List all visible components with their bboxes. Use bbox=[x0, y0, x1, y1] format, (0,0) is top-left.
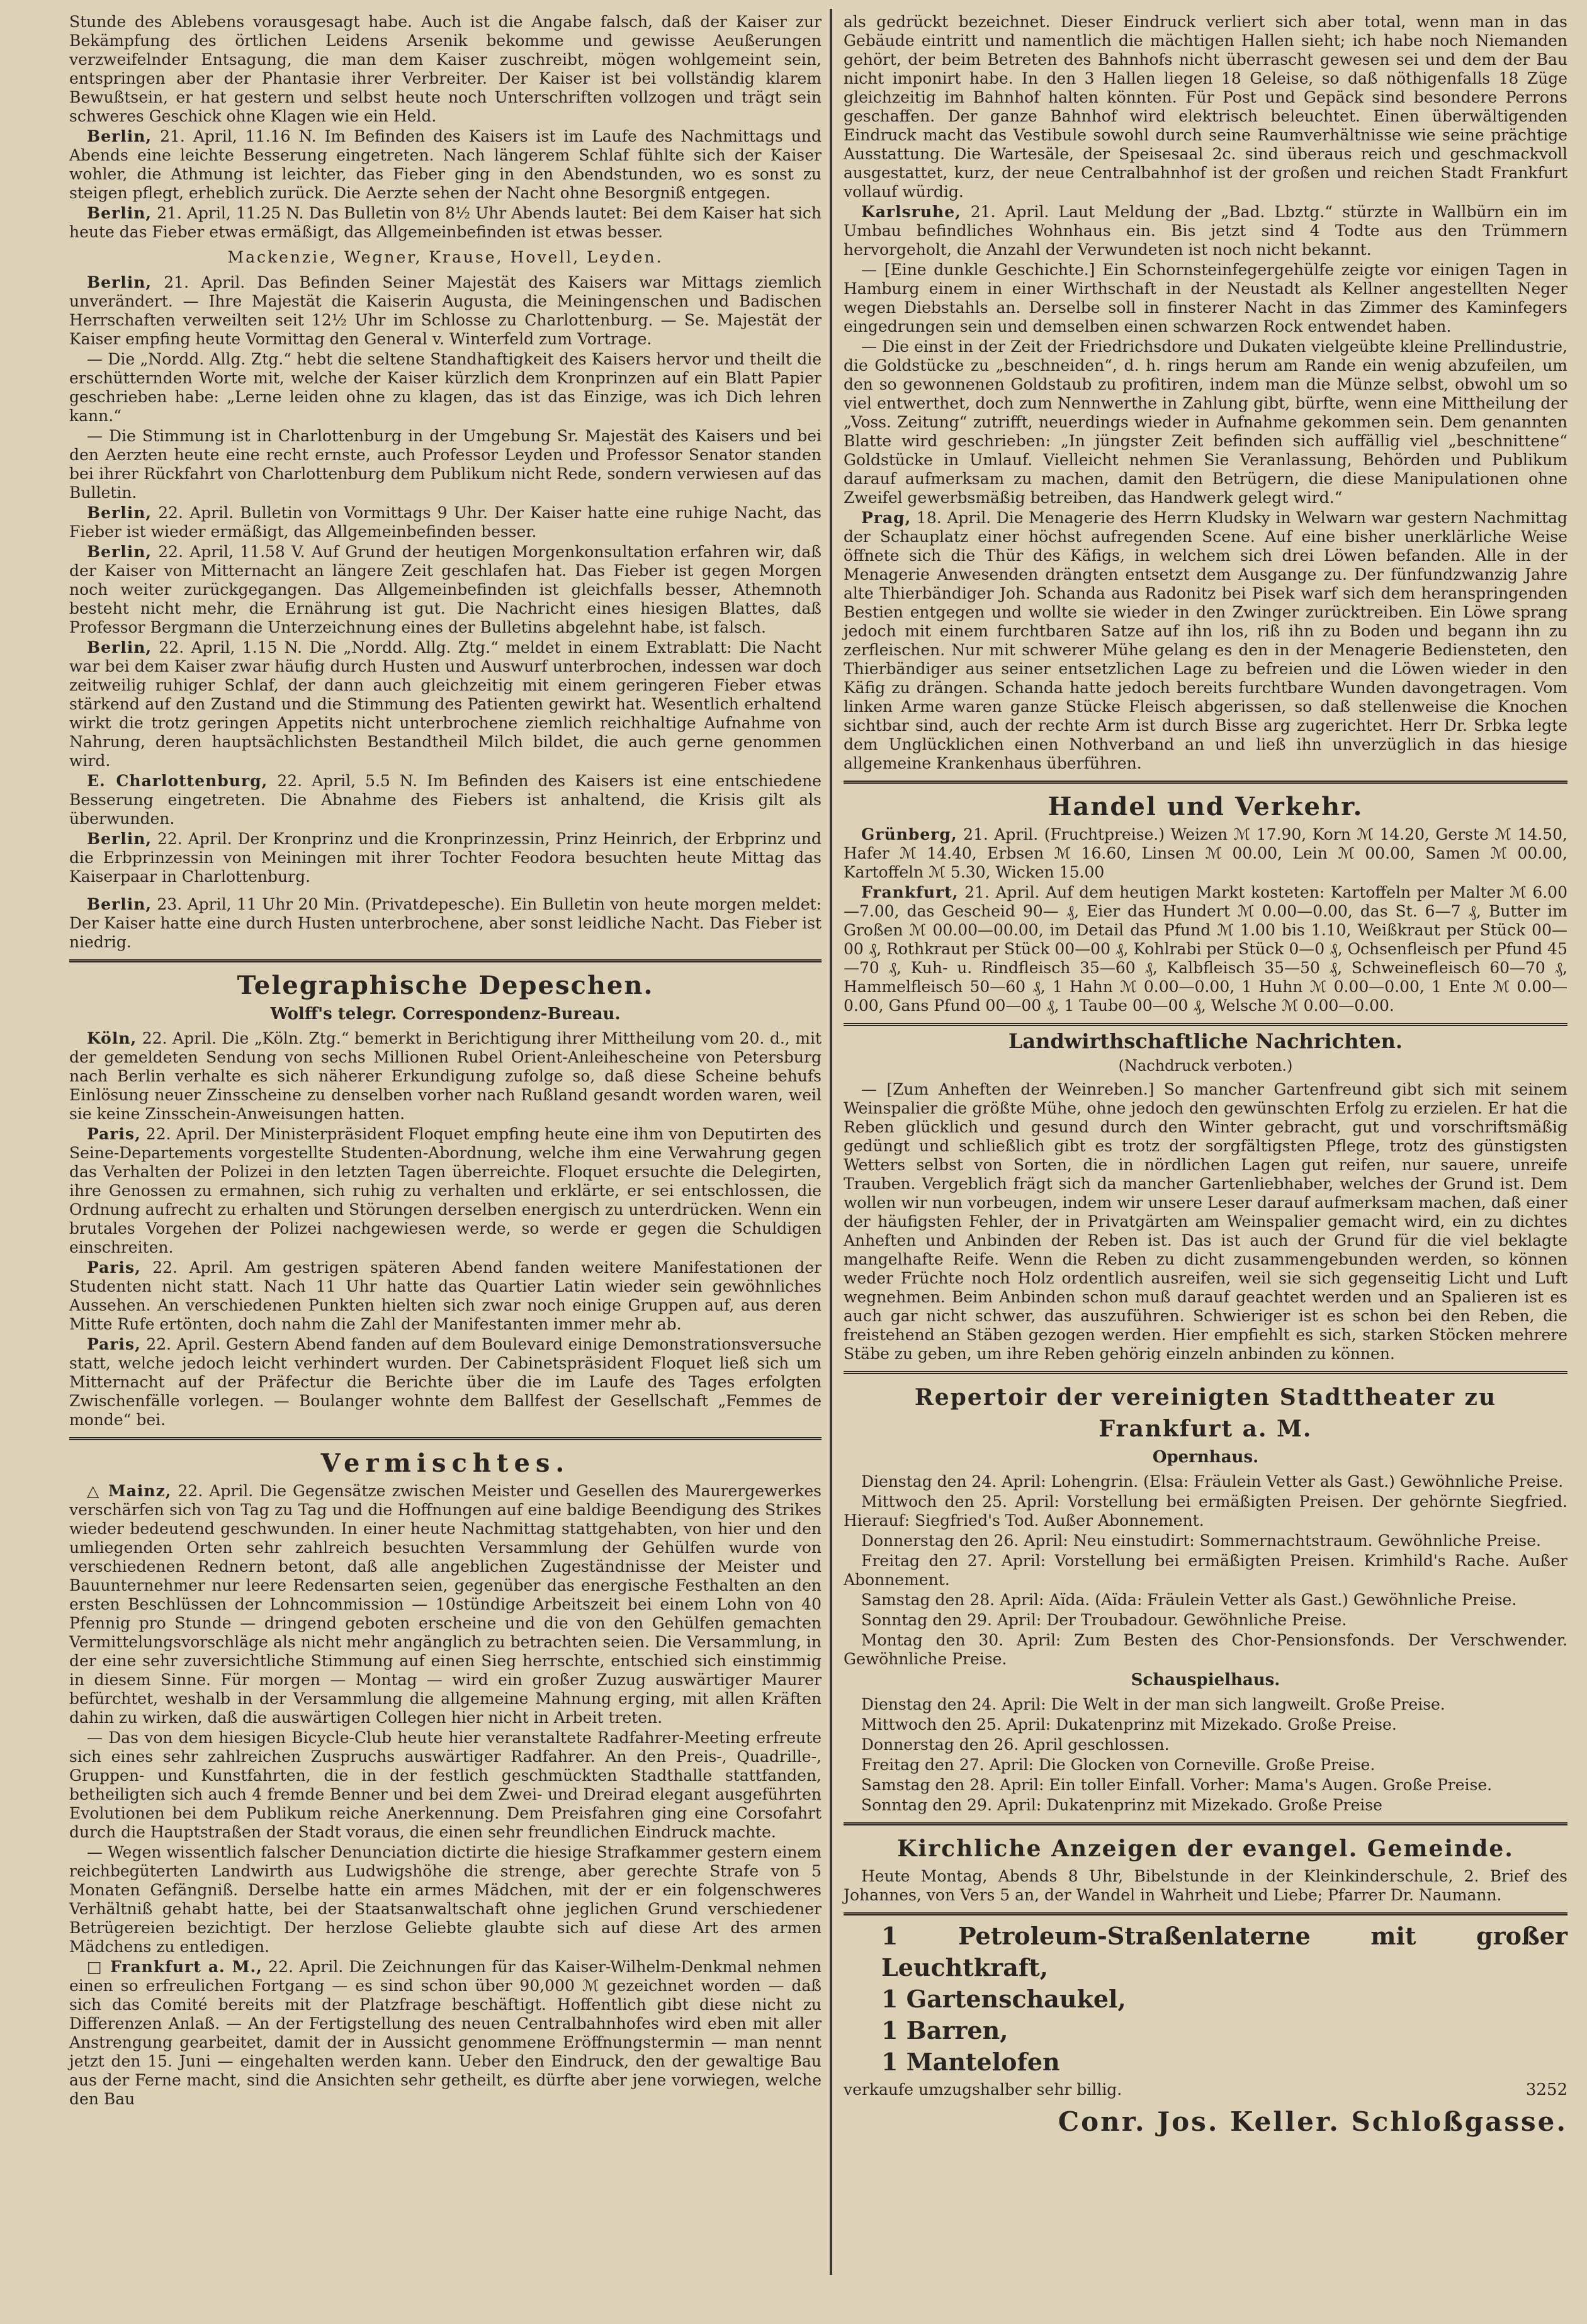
section-rule bbox=[69, 959, 822, 962]
news-item bbox=[69, 204, 822, 242]
news-text: 22. April. Die Zeichnungen für das Kaiser-Wilhelm-Denkmal nehmen einen so erfreulichen Fortgang — es sind schon über 90,000 ℳ gezeichnet worden — daß sich das Comité bereits mit der Platzfrage beschäftigt. Hoffentlich gibt diese nicht zu Differenzen Anlaß. — An der Fertigstellung des neuen Centralbahnhofes wird eben mit aller Anstrengung gearbeitet, damit der in Aussicht genommene Eröffnungstermin — man nennt jetzt den 15. Juni — eingehalten werden kann. Ueber den Eindruck, den der gewaltige Bau aus der Ferne macht, sind die Ansichten sehr getheilt, es dürfte aber jene vorwiegen, welche den Bau bbox=[69, 1958, 822, 2108]
dateline: Berlin, bbox=[87, 127, 152, 145]
column-divider bbox=[830, 9, 832, 2275]
dateline: E. Charlottenburg, bbox=[87, 772, 268, 790]
dateline: Frankfurt, bbox=[861, 883, 959, 901]
section-rule bbox=[844, 1371, 1567, 1374]
news-item bbox=[69, 1482, 822, 1727]
news-text: 21. April. Das Befinden Seiner Majestät des Kaisers war Mittags ziemlich unverändert. — Ihre Majestät die Kaiserin Augusta, die Meiningenschen und Badischen Herrschaften verweilten seit 12½ Uhr im Schlosse zu Charlottenburg. — Se. Majestät der Kaiser empfing heute Vormittag den General v. Winterfeld zum Vortrage. bbox=[69, 273, 822, 348]
section-subtitle: Wolff's telegr. Correspondenz-Bureau. bbox=[270, 1005, 621, 1024]
program-entry: Sonntag den 29. April: Der Troubadour. Gewöhnliche Preise. bbox=[861, 1611, 1347, 1629]
program-entry: Sonntag den 29. April: Dukatenprinz mit Mizekado. Große Preise bbox=[861, 1796, 1382, 1814]
dateline: Paris, bbox=[87, 1258, 141, 1277]
news-item bbox=[844, 203, 1567, 259]
news-text: 22. April. Am gestrigen späteren Abend fanden weitere Manifestationen der Studenten nicht statt. Nach 11 Uhr hatte das Quartier Latin wieder sein gewöhnliches Aussehen. An verschiedenen Punkten hielten sich zwar noch einige Gruppen auf, aus deren Mitte Rufe ertönten, doch nahm die Zahl der Manifestanten immer mehr ab. bbox=[69, 1258, 822, 1333]
program-entry: Mittwoch den 25. April: Dukatenprinz mit Mizekado. Große Preise. bbox=[861, 1715, 1397, 1734]
news-item bbox=[69, 1335, 822, 1430]
dateline: Berlin, bbox=[87, 204, 152, 222]
news-item bbox=[69, 1029, 822, 1124]
program-entry: Freitag den 27. April: Vorstellung bei ermäßigten Preisen. Krimhild's Rache. Außer Abonnement. bbox=[844, 1552, 1567, 1589]
news-text: 21. April. Laut Meldung der „Bad. Lbztg.“ stürzte in Wallbürn ein im Umbau befindliches Wohnhaus ein. Bis jetzt sind 4 Todte aus den Trümmern hervorgeholt, die Anzahl der Verwundeten ist noch nicht bekannt. bbox=[844, 203, 1567, 259]
ad-item: 1 Gartenschaukel, bbox=[881, 1985, 1126, 2013]
dateline: Paris, bbox=[87, 1125, 141, 1143]
news-item bbox=[69, 1958, 822, 2109]
dateline: Berlin, bbox=[87, 543, 152, 561]
dateline: Berlin, bbox=[87, 504, 152, 522]
news-item: — Die Stimmung ist in Charlottenburg in der Umgebung Sr. Majestät des Kaisers und bei den Aerzten heute eine recht ernste, auch Professor Leyden und Professor Senator standen bei ihrer Rückfahrt von Charlottenburg dem Publikum nicht Rede, sondern verwiesen auf das Bulletin. bbox=[69, 427, 822, 502]
program-entry: Donnerstag den 26. April: Neu einstudirt: Sommernachtstraum. Gewöhnliche Preise. bbox=[861, 1531, 1541, 1550]
dateline: Berlin, bbox=[87, 273, 152, 291]
ad-item: 1 Petroleum-Straßenlaterne mit großer Leuchtkraft, bbox=[881, 1922, 1567, 1982]
ad-item: 1 Mantelofen bbox=[881, 2048, 1060, 2076]
program-entry: Dienstag den 24. April: Die Welt in der man sich langweilt. Große Preise. bbox=[861, 1695, 1445, 1713]
article-paragraph: als gedrückt bezeichnet. Dieser Eindruck verliert sich aber total, wenn man in das Gebäude eintritt und namentlich die mächtigen Hallen sieht; ich habe noch Niemanden gehört, der beim Betreten des Bahnhofs nicht überrascht gewesen sei und dem der Bau nicht imponirt habe. In den 3 Hallen liegen 18 Geleise, so daß nöthigenfalls 18 Züge gleichzeitig im Bahnhof halten könnten. Für Post und Gepäck sind besondere Perrons geschaffen. Der ganze Bahnhof wird elektrisch beleuchtet. Einen überwältigenden Eindruck macht das Vestibule sowohl durch seine Raumverhältnisse wie seine prächtige Ausstattung. Die Wartesäle, der Speisesaal 2c. sind überaus reich und geschmackvoll ausgestattet, kurz, der neue Centralbahnhof ist der großen und reichen Stadt Frankfurt vollauf würdig. bbox=[844, 13, 1567, 201]
program-entry: Montag den 30. April: Zum Besten des Chor-Pensionsfonds. Der Verschwender. Gewöhnliche Preise. bbox=[844, 1631, 1567, 1668]
venue-title: Schauspielhaus. bbox=[1131, 1671, 1280, 1689]
news-text: 22. April. Die Gegensätze zwischen Meister und Gesellen des Maurergewerkes verschärfen sich von Tag zu Tag und die Hoffnungen auf eine baldige Beendigung des Strikes wieder bedeutend geschwunden. In einer heute Nachmittag stattgehabten, von hier und den umliegenden Orten sehr zahlreich besuchten Versammlung der Gehülfen wurde von verschiedenen Rednern betont, daß alle angeblichen Zugeständnisse der Meister und Bauunternehmer nur leere Redensarten seien, gegenüber das energische Festhalten an den ersten Beschlüssen der Lohncommission — 10stündige Arbeitszeit bei einem Lohn von 40 Pfennig pro Stunde — dringend geboten erscheine und die von den Gehülfen gemachten Vermittelungsvorschläge als nicht mehr angänglich zu betrachten seien. Die Versammlung, in der eine sehr zuversichtliche Stimmung auf einen Sieg herrschte, entschied sich einstimmig in diesem Sinne. Für morgen — Montag — wird ein großer Zuzug auswärtiger Maurer befürchtet, weshalb in der Versammlung die allgemeine Mahnung erging, mit allen Kräften dahin zu wirken, daß die auswärtigen Collegen hier nicht in Arbeit treten. bbox=[69, 1482, 822, 1727]
dateline: Berlin, bbox=[87, 895, 152, 913]
dateline: Berlin, bbox=[87, 830, 152, 848]
dateline: △ Mainz, bbox=[87, 1482, 172, 1500]
section-rule bbox=[69, 1437, 822, 1440]
dateline: □ Frankfurt a. M., bbox=[87, 1958, 263, 1976]
section-rule bbox=[844, 1912, 1567, 1915]
news-text: 18. April. Die Menagerie des Herrn Kludsky in Welwarn war gestern Nachmittag der Schauplatz einer höchst aufregenden Scene. Auf eine bisher unerklärliche Weise öffnete sich die Thür des Käfigs, in welchem sich drei Löwen befanden. Alle in der Menagerie Anwesenden drängten entsetzt dem Ausgange zu. Der fünfundzwanzig Jahre alte Thierbändiger Joh. Schanda aus Radonitz bei Pisek warf sich dem heranspringenden Bestien entgegen und wollte sie wieder in den Zwinger zurücktreiben. Ein Löwe sprang jedoch mit einem furchtbaren Satze auf ihn los, riß ihn zu Boden und begann ihn zu zerfleischen. Nur mit schwerer Mühe gelang es den in der Menagerie Bediensteten, den Thierbändiger aus seiner entsetzlichen Lage zu befreien und die Löwen wieder in den Käfig zu drängen. Schanda hatte jedoch bereits furchtbare Wunden davongetragen. Vom linken Arme waren ganze Stücke Fleisch abgerissen, so daß stellenweise die Knochen sichtbar sind, auch der rechte Arm ist durch Bisse arg zugerichtet. Herr Dr. Srbka legte dem Unglücklichen einen Nothverband an und ließ ihn unverzüglich in das hiesige allgemeine Krankenhaus überführen. bbox=[844, 509, 1567, 772]
news-item bbox=[69, 543, 822, 637]
news-text: 21. April, 11.16 N. Im Befinden des Kaisers ist im Laufe des Nachmittags und Abends eine leichte Besserung eingetreten. Nach längerem Schlaf fühlte sich der Kaiser wohler, die Athmung ist leichter, das Fieber ging in den Abendstunden, wo es sonst zu steigen pflegt, erheblich zurück. Die Aerzte sehen der Nacht ohne Besorgniß entgegen. bbox=[69, 127, 822, 202]
ad-sale-text: verkaufe umzugshalber sehr billig. bbox=[844, 2080, 1122, 2099]
ad-footer bbox=[844, 2080, 1567, 2099]
section-rule bbox=[844, 1822, 1567, 1825]
news-text: 23. April, 11 Uhr 20 Min. (Privatdepesche). Ein Bulletin von heute morgen meldet: Der Kaiser hatte eine durch Husten unterbrochene, aber sonst leidliche Nacht. Das Fieber ist niedrig. bbox=[69, 895, 822, 951]
section-rule bbox=[844, 1023, 1567, 1026]
right-column bbox=[844, 13, 1567, 2142]
news-item: — Die „Nordd. Allg. Ztg.“ hebt die seltene Standhaftigkeit des Kaisers hervor und theilt die erschütternden Worte mit, welche der Kaiser kürzlich dem Kronprinzen auf ein Blatt Papier geschrieben habe: „Lerne leiden ohne zu klagen, das ist das Einzige, was ich Dich lehren kann.“ bbox=[69, 350, 822, 425]
news-text: 22. April. Der Kronprinz und die Kronprinzessin, Prinz Heinrich, der Erbprinz und die Erbprinzessin von Meiningen mit ihrer Tochter Feodora besuchten heute Mittag das Kaiserpaar in Charlottenburg. bbox=[69, 830, 822, 886]
ad-number: 3252 bbox=[1525, 2080, 1567, 2099]
market-text: 21. April. (Fruchtpreise.) Weizen ℳ 17.90, Korn ℳ 14.20, Gerste ℳ 14.50, Hafer ℳ 14.40, Erbsen ℳ 16.60, Linsen ℳ 00.00, Lein ℳ 00.00, Samen ℳ 00.00, Kartoffeln ℳ 5.30, Wicken 15.00 bbox=[844, 825, 1567, 881]
market-text: 21. April. Auf dem heutigen Markt kosteten: Kartoffeln per Malter ℳ 6.00—7.00, das Gescheid 90— ₰, Eier das Hundert ℳ 0.00—0.00, das St. 6—7 ₰, Butter im Großen ℳ 00.00—00.00, im Detail das Pfund ℳ 1.00 bis 1.10, Weißkraut per Stück 00—00 ₰, Rothkraut per Stück 00—00 ₰, Kohlrabi per Stück 0—0 ₰, Ochsenfleisch per Pfund 45—70 ₰, Kuh- u. Rindfleisch 35—60 ₰, Kalbfleisch 35—50 ₰, Schweinefleisch 60—70 ₰, Hammelfleisch 50—60 ₰, 1 Hahn ℳ 0.00—0.00, 1 Huhn ℳ 0.00—0.00, 1 Ente ℳ 0.00—0.00, Gans Pfund 00—00 ₰, 1 Taube 00—00 ₰, Welsche ℳ 0.00—0.00. bbox=[844, 883, 1567, 1015]
advertisement bbox=[844, 1921, 1567, 2141]
news-item bbox=[69, 895, 822, 952]
section-title-vermischtes: Vermischtes. bbox=[320, 1448, 570, 1478]
news-item: — [Zum Anheften der Weinreben.] So mancher Gartenfreund gibt sich mit seinem Weinspalier die größte Mühe, ohne jedoch den gewünschten Erfolg zu erzielen. Er hat die Reben glücklich und gesund durch den Winter gebracht, gut und vorschriftsmäßig gedüngt und schließlich gibt es trotz der sorgfältigsten Pflege, trotz des günstigsten Wetters selbst von Sorten, die in nördlichen Lagen gut reifen, nur sauere, unreife Trauben. Vergeblich frägt sich da mancher Gartenliebhaber, welches der Grund ist. Dem wollen wir nun vorbeugen, indem wir unsere Leser darauf aufmerksam machen, daß einer der häufigsten Fehler, der in Privatgärten am Weinspalier gemacht wird, ein zu dichtes Anheften und Anbinden der Reben ist. Das ist auch der Grund für die viel beklagte mangelhafte Reife. Wenn die Reben zu dicht zusammengebunden werden, so können weder Früchte noch Holz ordentlich ausreifen, weil sie sich gegenseitig Licht und Luft wegnehmen. Beim Anbinden schon muß darauf geachtet werden und an Spalieren ist es auch gar nicht schwer, das auszuführen. Schwieriger ist es schon bei den Reben, die freistehend an Stäben gezogen werden. Hier empfiehlt es sich, starken Stöcken mehrere Stäbe zu geben, um ihre Reben gehörig einzeln anbinden zu können. bbox=[844, 1080, 1567, 1363]
news-item: — Das von dem hiesigen Bicycle-Club heute hier veranstaltete Radfahrer-Meeting erfreute sich eines sehr zahlreichen Zuspruchs auswärtiger Radfahrer. An den Preis-, Quadrille-, Gruppen- und Kunstfahrten, die in der festlich geschmückten Stadthalle stattfanden, betheiligten sich auch 4 fremde Benner und bei dem Zwei- und Dreirad elegant ausgeführten Evolutionen bei dem Publikum reiche Anerkennung. Dem Preisfahren ging eine Corsofahrt durch die Hauptstraßen der Stadt voraus, die einen sehr freundlichen Eindruck machte. bbox=[69, 1729, 822, 1841]
news-text: 22. April. Bulletin von Vormittags 9 Uhr. Der Kaiser hatte eine ruhige Nacht, das Fieber ist wieder ermäßigt, das Allgemeinbefinden besser. bbox=[69, 504, 822, 541]
section-title-repertoir: Repertoir der vereinigten Stadttheater zu Frankfurt a. M. bbox=[914, 1384, 1497, 1442]
news-item: — Wegen wissentlich falscher Denunciation dictirte die hiesige Strafkammer gestern einem reichbegüterten Landwirth aus Ludwigshöhe die strenge, aber gerechte Strafe von 5 Monaten Gefängniß. Derselbe hatte ein armes Mädchen, mit der er ein folgenschweres Verhältniß gehabt hatte, bei der Staatsanwaltschaft ohne jeglichen Grund verschiedener Betrügereien bezichtigt. Der herzlose Geliebte glaubte sich auf diese Art des armen Mädchens zu entledigen. bbox=[69, 1843, 822, 1956]
news-text: 22. April. Der Ministerpräsident Floquet empfing heute eine ihm von Deputirten des Seine-Departements vorgestellte Studenten-Abordnung, welche ihm eine Verwahrung gegen das Verhalten der Polizei in den letzten Tagen überreichte. Floquet ersuchte die Delegirten, ihre Genossen zu ermahnen, sich ruhig zu verhalten und erklärte, er sei entschlossen, die Ordnung aufrecht zu erhalten und Störungen derselben energisch zu unterdrücken. Wenn ein brutales Vorgehen der Polizei nachgewiesen werde, so werde er gegen die Schuldigen einschreiten. bbox=[69, 1125, 822, 1256]
dateline: Berlin, bbox=[87, 638, 152, 657]
news-item bbox=[69, 127, 822, 203]
news-item: — [Eine dunkle Geschichte.] Ein Schornsteinfegergehülfe zeigte vor einigen Tagen in Hamburg einem in einer Wirthschaft in der Neustadt als Kellner angestellten Neger wegen Diebstahls an. Derselbe soll in finsterer Nacht in das Zimmer des Kaminfegers eingedrungen sein und demselben einen schwarzen Rock entwendet haben. bbox=[844, 261, 1567, 336]
news-item: — Die einst in der Zeit der Friedrichsdore und Dukaten vielgeübte kleine Prellindustrie, die Goldstücke zu „beschneiden“, d. h. rings herum am Rande ein wenig abzufeilen, um den so gewonnenen Goldstaub zu profitiren, indem man die Münze selbst, obwohl um so viel entwerthet, doch zum Nennwerthe in Zahlung gibt, bürfte, wenn eine Mittheilung der „Voss. Zeitung“ zutrifft, neuerdings wieder in Aufnahme gekommen sein. Dem genannten Blatte wird geschrieben: „In jüngster Zeit befinden sich auffällig viel „beschnittene“ Goldstücke in Umlauf. Vielleicht nehmen Sie Veranlassung, Behörden und Publikum darauf aufmerksam zu machen, damit den Betrügern, die diese Manipulationen ohne Zweifel gewerbsmäßig betreiben, das Handwerk gelegt wird.“ bbox=[844, 337, 1567, 507]
section-title-kirchlich: Kirchliche Anzeigen der evangel. Gemeinde. bbox=[897, 1836, 1514, 1862]
news-item bbox=[69, 1258, 822, 1334]
news-item bbox=[69, 830, 822, 886]
dateline: Karlsruhe, bbox=[861, 203, 961, 221]
news-text: 22. April, 5.5 N. Im Befinden des Kaisers ist eine entschiedene Besserung eingetreten. Die Abnahme des Fiebers ist anhaltend, die Krisis gilt als überwunden. bbox=[69, 772, 822, 828]
news-item bbox=[69, 638, 822, 770]
news-item bbox=[69, 772, 822, 828]
program-entry: Dienstag den 24. April: Lohengrin. (Elsa: Fräulein Vetter als Gast.) Gewöhnliche Preise. bbox=[861, 1472, 1564, 1491]
news-item bbox=[69, 273, 822, 349]
ad-firm-name: Conr. Jos. Keller. Schloßgasse. bbox=[1058, 2106, 1567, 2137]
dateline: Köln, bbox=[87, 1029, 137, 1047]
news-text: 22. April. Die „Köln. Ztg.“ bemerkt in Berichtigung ihrer Mittheilung vom 20. d., mit der gemeldeten Sendung von sechs Millionen Rubel Orient-Anleihescheine von Petersburg nach Berlin verhalte es sich näherer Erkundigung zufolge so, daß diese Scheine behufs Einlösung neuer Zinsscheine zu denselben vorher nach Rußland gesandt worden waren, weil sie keine Zinsschein-Anweisungen hatten. bbox=[69, 1029, 822, 1123]
program-entry: Freitag den 27. April: Die Glocken von Corneville. Große Preise. bbox=[861, 1756, 1375, 1774]
bulletin-signatories: Mackenzie, Wegner, Krause, Hovell, Leyden. bbox=[227, 248, 664, 266]
news-text: 22. April, 1.15 N. Die „Nordd. Allg. Ztg.“ meldet in einem Extrablatt: Die Nacht war bei dem Kaiser zwar häufig durch Husten und Auswurf unterbrochen, indessen war doch zeitweilig ruhiger Schlaf, der dann auch gleichzeitig mit einem geringeren Fieber etwas stärkend auf den Zustand und die Stimmung des Patienten gewirkt hat. Wesentlich erhaltend wirkt die trotz geringen Appetits nicht unterbrochene ziemlich reichhaltige Aufnahme von Nahrung, deren hauptsächlichsten Bestandtheil Milch bildet, die auch gerne genommen wird. bbox=[69, 638, 822, 770]
section-title-landwirtschaft: Landwirthschaftliche Nachrichten. bbox=[1008, 1029, 1403, 1053]
dateline: Grünberg, bbox=[861, 825, 957, 843]
news-text: 22. April. Gestern Abend fanden auf dem Boulevard einige Demonstrationsversuche statt, welche jedoch leicht verhindert wurden. Der Cabinetspräsident Floquet ließ sich um Mitternacht auf der Präfectur die Berichte über die im Laufe des Tages erfolgten Zwischenfälle vorlegen. — Boulanger wohnte dem Ballfest der Gesellschaft „Femmes de monde“ bei. bbox=[69, 1335, 822, 1429]
program-entry: Donnerstag den 26. April geschlossen. bbox=[861, 1735, 1170, 1754]
news-item bbox=[69, 504, 822, 541]
article-paragraph: Stunde des Ablebens vorausgesagt habe. Auch ist die Angabe falsch, daß der Kaiser zur Bekämpfung des örtlichen Leidens Arsenik bekomme und gewisse Aeußerungen verzweifelnder Entsagung, die man dem Kaiser zuschreibt, mögen wohlgemeint sein, entspringen aber der Phantasie ihrer Verbreiter. Der Kaiser ist bei vollständig klarem Bewußtsein, er hat gestern und selbst heute noch Unterschriften vollzogen und trägt sein schweres Geschick ohne Klagen wie ein Held. bbox=[69, 13, 822, 125]
market-report bbox=[844, 883, 1567, 1015]
venue-title: Opernhaus. bbox=[1152, 1448, 1259, 1467]
dateline: Prag, bbox=[861, 509, 912, 527]
left-column bbox=[69, 13, 822, 2110]
program-entry: Mittwoch den 25. April: Vorstellung bei ermäßigten Preisen. Der gehörnte Siegfried. Hierauf: Siegfried's Tod. Außer Abonnement. bbox=[844, 1492, 1567, 1530]
section-rule bbox=[844, 781, 1567, 784]
dateline: Paris, bbox=[87, 1335, 141, 1353]
news-text: 21. April, 11.25 N. Das Bulletin von 8½ Uhr Abends lautet: Bei dem Kaiser hat sich heute das Fieber etwas ermäßigt, das Allgemeinbefinden ist etwas besser. bbox=[69, 204, 822, 241]
ad-item: 1 Barren, bbox=[881, 2016, 1008, 2045]
church-notice: Heute Montag, Abends 8 Uhr, Bibelstunde in der Kleinkinderschule, 2. Brief des Johannes, von Vers 5 an, der Wandel in Wahrheit und Liebe; Pfarrer Dr. Naumann. bbox=[844, 1867, 1567, 1904]
news-text: 22. April, 11.58 V. Auf Grund der heutigen Morgenkonsultation erfahren wir, daß der Kaiser von Mitternacht an längere Zeit geschlafen hat. Das Fieber ist gegen Morgen noch weiter zurückgegangen. Das Allgemeinbefinden ist gleichfalls besser, Athemnoth besteht nicht mehr, die Ernährung ist gut. Die Nachricht eines hiesigen Blattes, daß Professor Bergmann die Unterzeichnung eines der Bulletins abgelehnt habe, ist falsch. bbox=[69, 543, 822, 636]
section-title-handel: Handel und Verkehr. bbox=[1048, 792, 1364, 821]
program-entry: Samstag den 28. April: Aïda. (Aïda: Fräulein Vetter als Gast.) Gewöhnliche Preise. bbox=[861, 1591, 1517, 1609]
news-item bbox=[69, 1125, 822, 1257]
section-title-telegraph: Telegraphische Depeschen. bbox=[237, 971, 654, 1000]
section-note: (Nachdruck verboten.) bbox=[1118, 1057, 1293, 1075]
news-item bbox=[844, 509, 1567, 773]
program-entry: Samstag den 28. April: Ein toller Einfall. Vorher: Mama's Augen. Große Preise. bbox=[861, 1776, 1493, 1794]
market-report bbox=[844, 825, 1567, 882]
